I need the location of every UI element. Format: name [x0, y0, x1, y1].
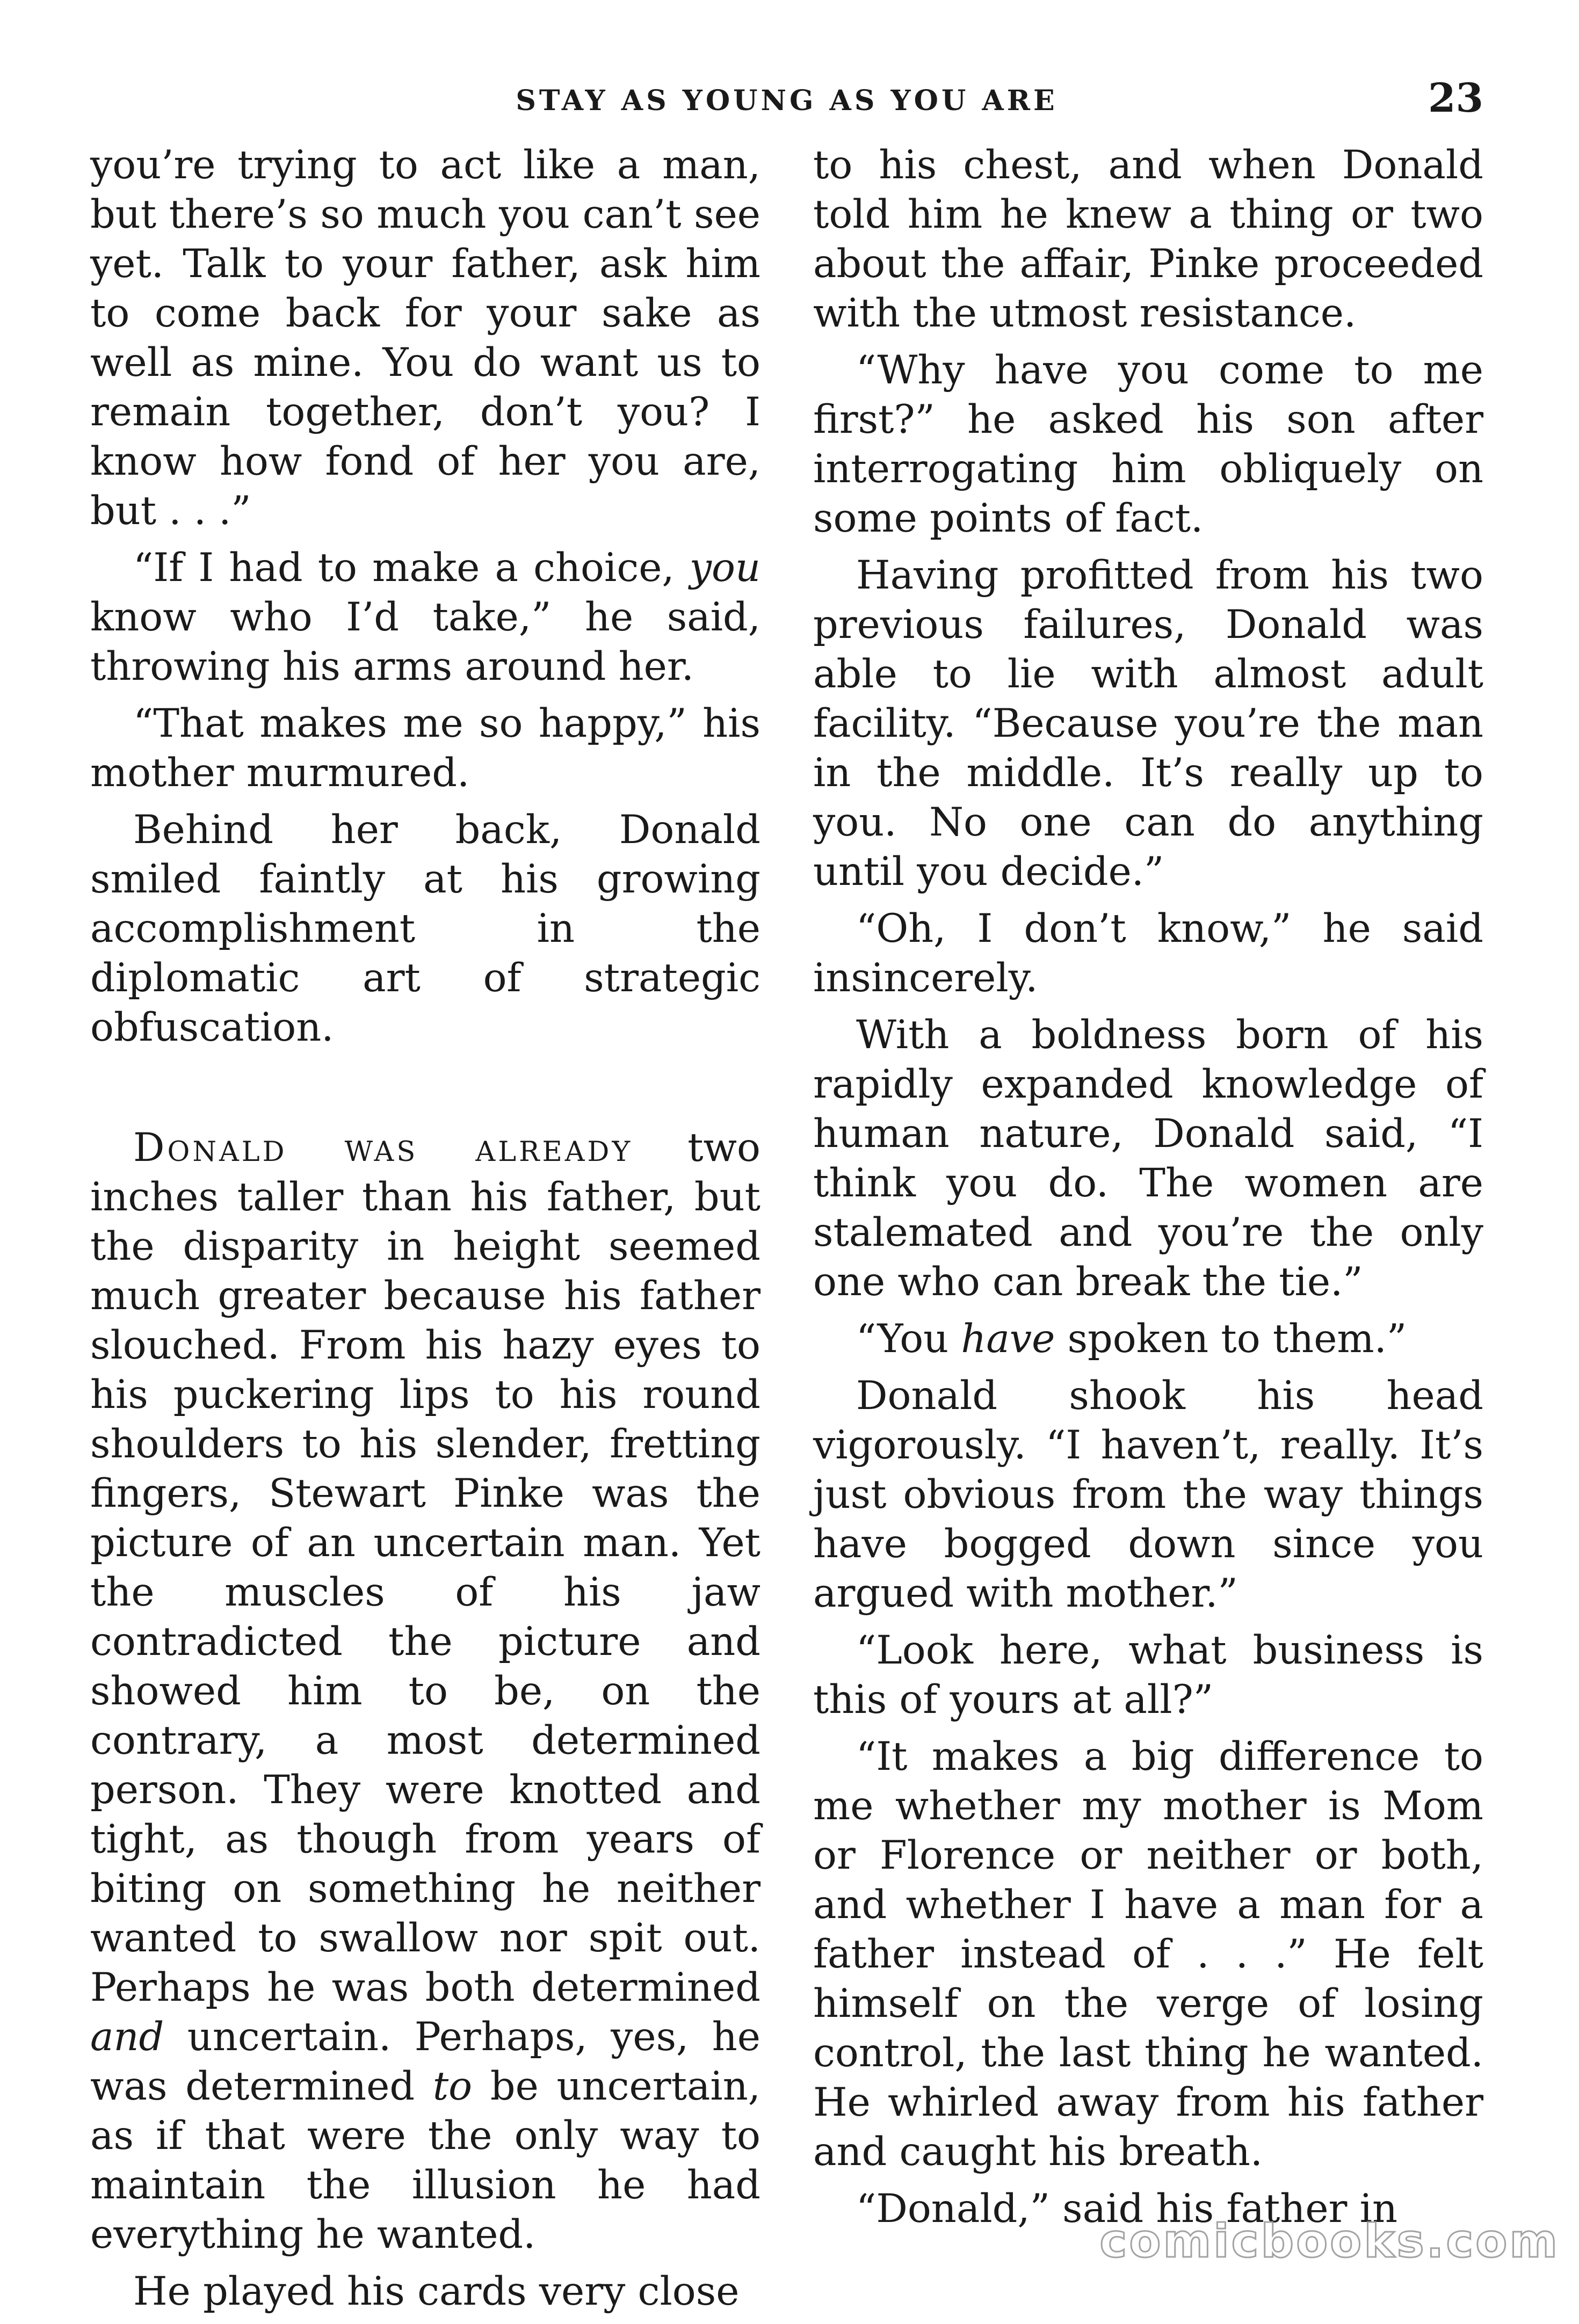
paragraph: He played his cards very close	[133, 2269, 740, 2314]
text-run: uncertain. Perhaps, yes, he was determined	[90, 2014, 760, 2109]
paragraph: With a boldness born of his rapidly expanded knowledge of human nature, Donald said, “I think you do. The women are stalemated and you’re the only one who can break the tie.”	[813, 1012, 1483, 1305]
right-column	[813, 141, 1483, 2241]
running-head	[90, 75, 1483, 122]
paragraph: Behind her back, Donald smiled faintly at his growing accomplishment in the diplomatic art of strategic obfuscation.	[90, 807, 760, 1050]
emphasis: you	[689, 545, 760, 591]
paragraph: “That makes me so happy,” his mother murmured.	[90, 701, 760, 796]
paragraph: “Why have you come to me first?” he asked his son after interrogating him obliquely on some points of fact.	[813, 347, 1483, 541]
page-number: 23	[1428, 75, 1483, 121]
text-run: “If I had to make a choice,	[133, 545, 690, 591]
running-title: STAY AS YOUNG AS YOU ARE	[516, 84, 1058, 117]
small-caps-lead-in: Donald was already	[133, 1125, 633, 1171]
emphasis: have	[961, 1316, 1055, 1362]
emphasis: to	[432, 2064, 473, 2109]
text-run: be uncertain, as if that were the only way to maintain the illusion he had everything he wanted.	[90, 2064, 760, 2257]
paragraph: “Donald,” said his father in	[856, 2186, 1397, 2232]
text-run: two inches taller than his father, but the disparity in height seemed much greater because his father slouched. From his hazy eyes to his puckering lips to his round shoulders to his slender, fretting fingers, Stewart Pinke was the picture of an uncertain man. Yet the muscles of his jaw contradicted the picture and showed him to be, on the contrary, a most determined person. They were knotted and tight, as though from years of biting on something he neither wanted to swallow nor spit out. Perhaps he was both determined	[90, 1125, 760, 2010]
left-column	[90, 141, 760, 2324]
paragraph	[813, 1314, 1483, 1364]
paragraph: “Look here, what business is this of yours at all?”	[813, 1628, 1483, 1723]
paragraph: you’re trying to act like a man, but there’s so much you can’t see yet. Talk to your father, ask him to come back for your sake as well as mine. You do want us to remain together, don’t you? I know how fond of her you are, but . . .”	[90, 142, 760, 534]
paragraph	[90, 543, 760, 692]
paragraph: Having profitted from his two previous failures, Donald was able to lie with almost adult facility. “Because you’re the man in the middle. It’s really up to you. No one can do anything until you decide.”	[813, 553, 1483, 895]
emphasis: and	[90, 2014, 164, 2060]
watermark: comicbooks.com	[1099, 2214, 1560, 2268]
paragraph-section-start	[90, 1123, 760, 2260]
text-run: spoken to them.”	[1055, 1316, 1407, 1362]
paragraph: “It makes a big difference to me whether my mother is Mom or Florence or neither or both, and whether I have a man for a father instead of . . .” He felt himself on the verge of losing control, the last thing he wanted. He whirled away from his father and caught his breath.	[813, 1734, 1483, 2175]
paragraph: “Oh, I don’t know,” he said insincerely.	[813, 906, 1483, 1001]
paragraph: to his chest, and when Donald told him he knew a thing or two about the affair, Pinke proceeded with the utmost resistance.	[813, 142, 1483, 336]
text-run: know who I’d take,” he said, throwing his arms around her.	[90, 594, 760, 689]
paragraph: Donald shook his head vigorously. “I haven’t, really. It’s just obvious from the way things have bogged down since you argued with mother.”	[813, 1373, 1483, 1616]
text-run: “You	[856, 1316, 961, 1362]
